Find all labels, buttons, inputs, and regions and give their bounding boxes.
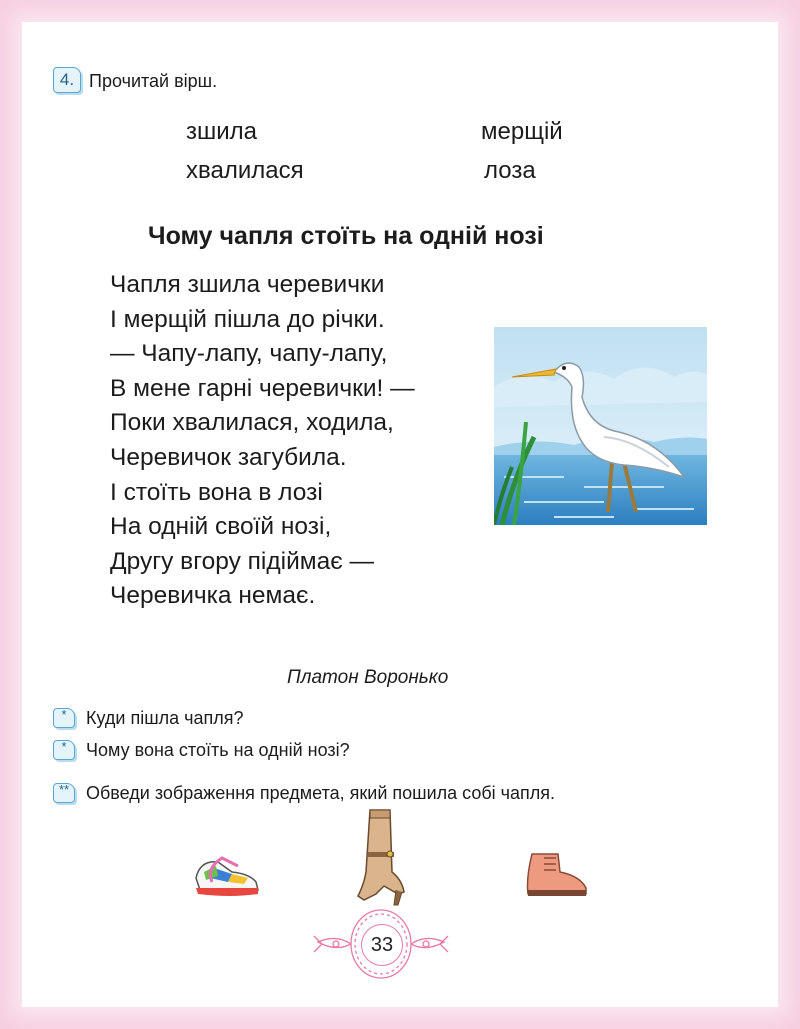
- difficulty-marker: *: [61, 707, 67, 722]
- poem-line: На одній своїй нозі,: [110, 513, 332, 541]
- page-number: 33: [361, 924, 403, 966]
- task-number: 4.: [59, 70, 75, 89]
- vocab-word: зшила: [186, 118, 258, 145]
- sneaker-icon[interactable]: [192, 848, 264, 907]
- question-text: Чому вона стоїть на одній нозі?: [86, 740, 350, 760]
- task-number-badge: [53, 67, 81, 93]
- poem-line: Чапля зшила черевички: [110, 271, 385, 298]
- poem-line: І стоїть вона в лозі: [110, 478, 323, 506]
- poem-line: І мерщій пішла до річки.: [110, 305, 385, 333]
- question-text: Куди пішла чапля?: [86, 708, 244, 728]
- difficulty-marker: **: [58, 782, 70, 797]
- vocab-word: хвалилася: [186, 157, 304, 184]
- high-boot-icon[interactable]: [350, 806, 412, 911]
- poem-line: Другу вгору підіймає —: [110, 547, 375, 575]
- page-number-ornament: [306, 906, 456, 984]
- poem-line: Поки хвалилася, ходила,: [110, 409, 394, 437]
- poem-author: Платон Воронько: [287, 667, 449, 688]
- poem-line: — Чапу-лапу, чапу-лапу,: [110, 340, 388, 368]
- vocab-word: лоза: [484, 157, 536, 184]
- poem-text: [110, 268, 415, 614]
- heron-illustration: [494, 327, 707, 525]
- poem-title: Чому чапля стоїть на одній нозі: [148, 222, 544, 250]
- ankle-boot-icon[interactable]: [520, 848, 592, 905]
- poem-line: Черевичка немає.: [110, 582, 316, 610]
- difficulty-badge: [53, 783, 75, 803]
- task-instruction: Прочитай вірш.: [89, 71, 218, 91]
- question-text: Обведи зображення предмета, який пошила собі чапля.: [86, 783, 556, 803]
- vocab-word: мерщій: [481, 118, 563, 145]
- poem-line: Черевичок загубила.: [110, 443, 347, 471]
- difficulty-badge: [53, 708, 75, 728]
- poem-line: В мене гарні черевички! —: [110, 374, 415, 402]
- difficulty-marker: *: [61, 739, 67, 754]
- difficulty-badge: [53, 740, 75, 760]
